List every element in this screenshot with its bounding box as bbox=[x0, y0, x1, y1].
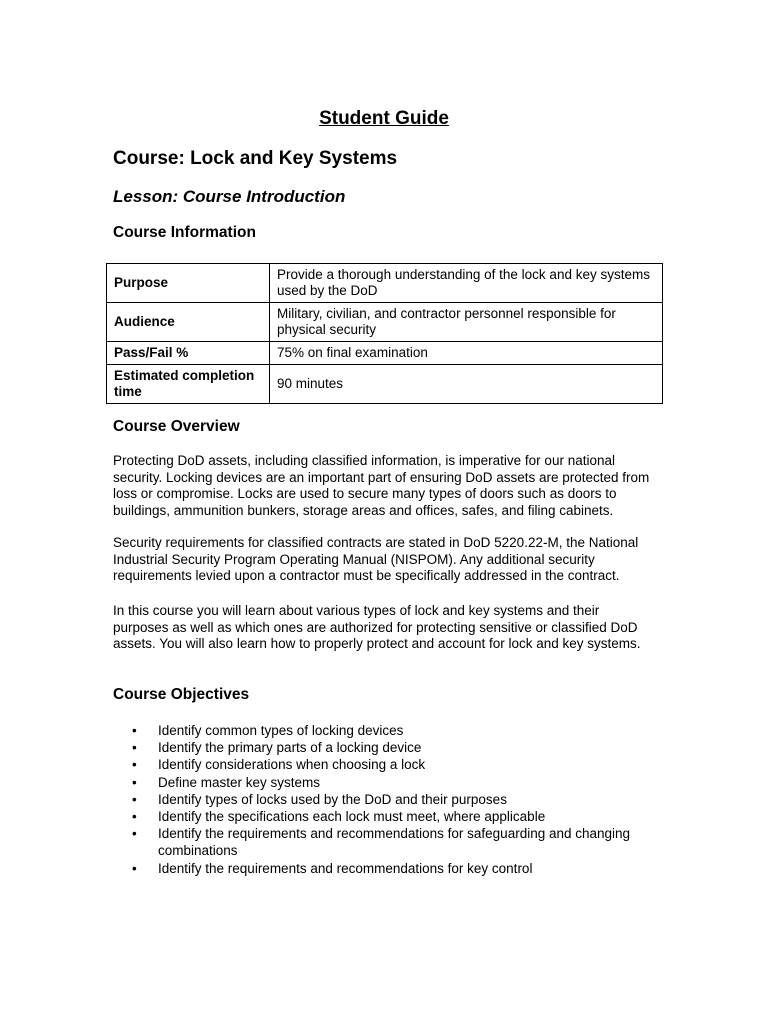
bullet-icon: • bbox=[132, 723, 137, 738]
list-item bbox=[113, 756, 653, 773]
list-item bbox=[113, 860, 653, 877]
list-item-text: Identify the requirements and recommendations for safeguarding and changing combinations bbox=[158, 826, 631, 859]
list-item-text: Identify the specifications each lock must meet, where applicable bbox=[158, 809, 546, 825]
overview-paragraph: Protecting DoD assets, including classified information, is imperative for our national security. Locking devices are an important part of ensuring DoD assets are protected from loss or compromise. Locks are used to secure many types of doors such as doors to buildings, ammunition bunkers, storage areas and offices, safes, and filing cabinets. bbox=[113, 453, 650, 518]
table-cell-value: Military, civilian, and contractor personnel responsible for physical security bbox=[270, 303, 663, 342]
overview-paragraph: In this course you will learn about various types of lock and key systems and their purposes as well as which ones are authorized for protecting sensitive or classified DoD assets. You will also learn how to properly protect and account for lock and key systems. bbox=[113, 603, 641, 651]
bullet-icon: • bbox=[132, 860, 137, 876]
table-cell-label: Audience bbox=[107, 303, 270, 342]
list-item bbox=[113, 791, 653, 808]
course-information-table bbox=[106, 263, 663, 404]
table-cell-label: Estimated completion time bbox=[107, 365, 270, 404]
table-row bbox=[107, 342, 663, 365]
table-row bbox=[107, 264, 663, 303]
table-cell-value: Provide a thorough understanding of the lock and key systems used by the DoD bbox=[270, 264, 663, 303]
course-title: Course: Lock and Key Systems bbox=[113, 148, 398, 169]
bullet-icon: • bbox=[132, 740, 137, 756]
document-title: Student Guide bbox=[319, 108, 449, 129]
list-item bbox=[113, 808, 653, 825]
list-item-text: Identify considerations when choosing a lock bbox=[158, 757, 426, 773]
lesson-title: Lesson: Course Introduction bbox=[113, 187, 346, 206]
list-item bbox=[113, 722, 653, 739]
objectives-list bbox=[113, 722, 653, 877]
table-cell-label: Pass/Fail % bbox=[107, 342, 270, 365]
table-cell-value: 90 minutes bbox=[270, 365, 663, 404]
list-item-text: Identify common types of locking devices bbox=[158, 723, 404, 738]
list-item bbox=[113, 774, 653, 791]
overview-paragraph: Security requirements for classified contracts are stated in DoD 5220.22-M, the National Industrial Security Program Operating Manual (NISPOM). Any additional security requirements levied upon a contractor must be specifically addressed in the contract. bbox=[113, 535, 639, 583]
table-cell-label: Purpose bbox=[107, 264, 270, 303]
list-item-text: Identify the primary parts of a locking device bbox=[158, 740, 422, 756]
bullet-icon: • bbox=[132, 791, 137, 807]
table-row bbox=[107, 365, 663, 404]
list-item-text: Identify the requirements and recommendations for key control bbox=[158, 860, 533, 876]
bullet-icon: • bbox=[132, 826, 137, 842]
bullet-icon: • bbox=[132, 774, 137, 790]
bullet-icon: • bbox=[132, 809, 137, 825]
list-item bbox=[113, 739, 653, 756]
table-cell-value: 75% on final examination bbox=[270, 342, 663, 365]
course-objectives-heading: Course Objectives bbox=[113, 686, 250, 703]
list-item-text: Identify types of locks used by the DoD and their purposes bbox=[158, 791, 507, 807]
table-row bbox=[107, 303, 663, 342]
list-item-text: Define master key systems bbox=[158, 774, 321, 790]
course-overview-heading: Course Overview bbox=[113, 418, 240, 435]
list-item bbox=[113, 825, 653, 859]
bullet-icon: • bbox=[132, 757, 137, 773]
course-information-heading: Course Information bbox=[113, 224, 256, 241]
